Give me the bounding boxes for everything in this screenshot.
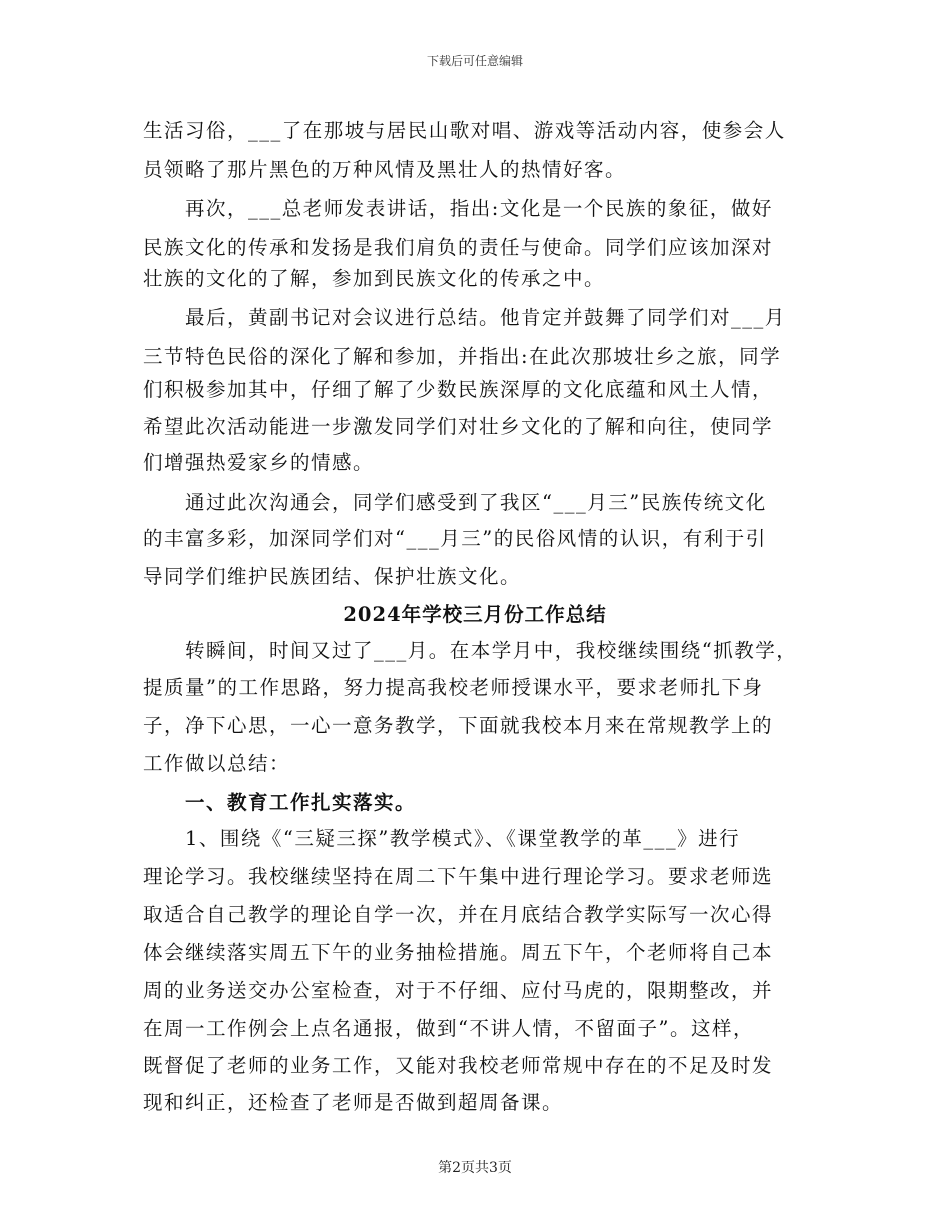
body-line: 取适合自己教学的理论自学一次，并在月底结合教学实际写一次心得 bbox=[143, 903, 774, 926]
page-footer: 第2页共3页 bbox=[438, 1160, 512, 1176]
body-line: 希望此次活动能进一步激发同学们对壮乡文化的了解和向往，使同学 bbox=[143, 415, 774, 438]
body-line: 壮族的文化的了解，参加到民族文化的传承之中。 bbox=[143, 267, 606, 290]
body-line: 周的业务送交办公室检查，对于不仔细、应付马虎的，限期整改，并 bbox=[143, 979, 774, 1002]
body-line: 理论学习。我校继续坚持在周二下午集中进行理论学习。要求老师选 bbox=[143, 865, 774, 888]
body-line: 生活习俗，___了在那坡与居民山歌对唱、游戏等活动内容，使参会人 bbox=[143, 119, 786, 142]
page-header: 下载后可任意编辑 bbox=[426, 54, 523, 68]
body-line: 们增强热爱家乡的情感。 bbox=[143, 451, 375, 474]
body-line: 既督促了老师的业务工作，又能对我校老师常规中存在的不足及时发 bbox=[143, 1054, 774, 1077]
body-line: 民族文化的传承和发扬是我们肩负的责任与使命。同学们应该加深对 bbox=[143, 236, 774, 259]
body-line: 子，净下心思，一心一意务教学，下面就我校本月来在常规教学上的 bbox=[143, 714, 774, 737]
body-line: 最后，黄副书记对会议进行总结。他肯定并鼓舞了同学们对___月 bbox=[143, 306, 786, 329]
body-line: 通过此次沟通会，同学们感受到了我区“___月三”民族传统文化 bbox=[143, 491, 767, 514]
body-line: 转瞬间，时间又过了___月。在本学月中，我校继续围绕“抓教学， bbox=[143, 639, 798, 662]
body-line: 员领略了那片黑色的万种风情及黑壮人的热情好客。 bbox=[143, 158, 627, 181]
body-line: 的丰富多彩，加深同学们对“___月三”的民俗风情的认识，有利于引 bbox=[143, 527, 767, 550]
body-line: 体会继续落实周五下午的业务抽检措施。周五下午，个老师将自己本 bbox=[143, 941, 774, 964]
body-line: 们积极参加其中，仔细了解了少数民族深厚的文化底蕴和风土人情， bbox=[143, 378, 774, 401]
body-line: 工作做以总结： bbox=[143, 752, 291, 775]
subheading: 一、教育工作扎实落实。 bbox=[143, 791, 417, 814]
body-line: 三节特色民俗的深化了解和参加，并指出:在此次那坡壮乡之旅，同学 bbox=[143, 345, 782, 368]
body-line: 现和纠正，还检查了老师是否做到超周备课。 bbox=[143, 1091, 564, 1114]
body-line: 提质量”的工作思路，努力提高我校老师授课水平，要求老师扎下身 bbox=[143, 676, 764, 699]
body-line: 再次，___总老师发表讲话，指出:文化是一个民族的象征，做好 bbox=[143, 197, 773, 220]
body-line: 导同学们维护民族团结、保护壮族文化。 bbox=[143, 565, 522, 588]
section-title: 2024年学校三月份工作总结 bbox=[343, 603, 607, 626]
body-line: 1、围绕《“三疑三探”教学模式》、《课堂教学的革___》进行 bbox=[143, 827, 741, 850]
body-line: 在周一工作例会上点名通报，做到“不讲人情，不留面子”。这样， bbox=[143, 1017, 754, 1040]
